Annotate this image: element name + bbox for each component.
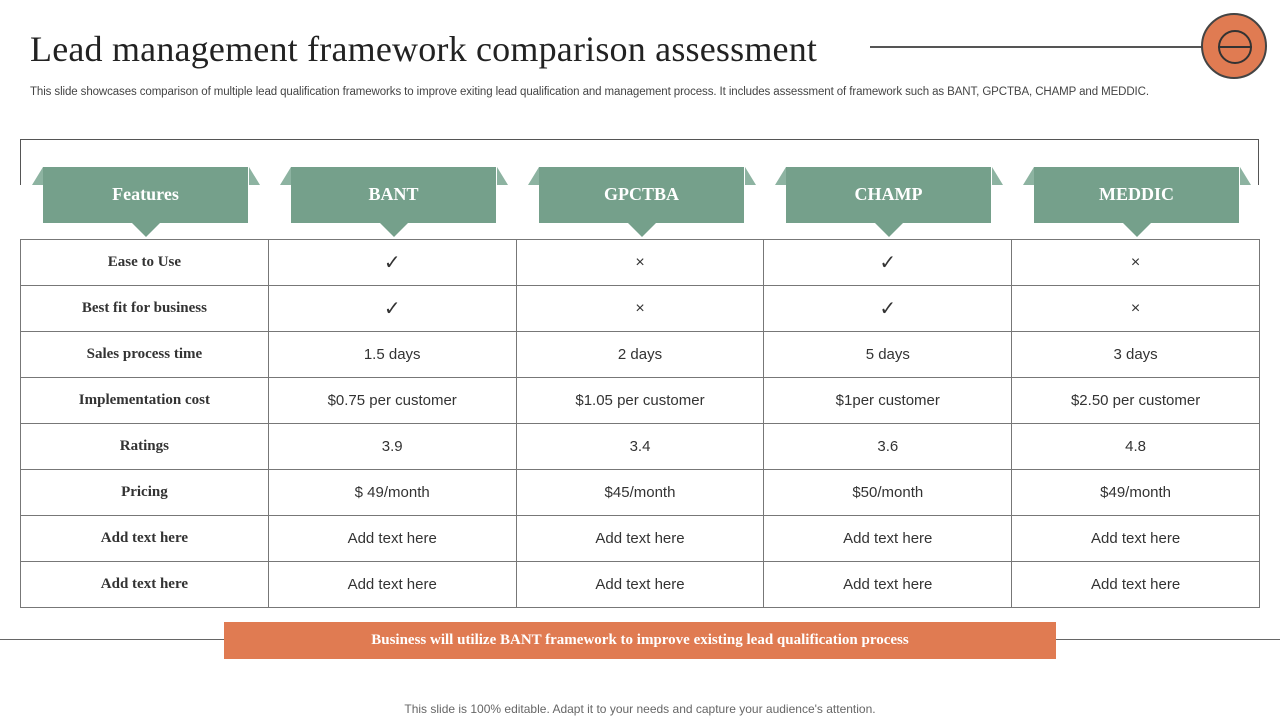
- tab-ear: [992, 167, 1003, 185]
- cell-meddic: $49/month: [1012, 470, 1260, 516]
- table-row: [21, 332, 1260, 378]
- cell-meddic: Add text here: [1012, 516, 1260, 562]
- cell-champ: $1per customer: [764, 378, 1012, 424]
- cell-champ: $50/month: [764, 470, 1012, 516]
- tab-ear: [497, 167, 508, 185]
- tab-pointer: [380, 223, 408, 237]
- cell-bant: Add text here: [268, 516, 516, 562]
- decorative-inner-circle-icon: [1218, 30, 1252, 64]
- cell-meddic: 4.8: [1012, 424, 1260, 470]
- tab-ear: [32, 167, 43, 185]
- cell-bant: [268, 240, 516, 286]
- table-row: [21, 470, 1260, 516]
- cell-meddic: $2.50 per customer: [1012, 378, 1260, 424]
- cell-bant: 1.5 days: [268, 332, 516, 378]
- cell-gpctba: 2 days: [516, 332, 764, 378]
- cell-champ: [764, 240, 1012, 286]
- tab-pointer: [1123, 223, 1151, 237]
- checkmark-icon: ✓: [879, 252, 897, 274]
- tab-ear: [1023, 167, 1034, 185]
- cell-bant: 3.9: [268, 424, 516, 470]
- cell-meddic: [1012, 240, 1260, 286]
- row-label: Ratings: [21, 424, 269, 470]
- cell-gpctba: 3.4: [516, 424, 764, 470]
- row-label: Best fit for business: [21, 286, 269, 332]
- table-row: [21, 516, 1260, 562]
- cell-meddic: 3 days: [1012, 332, 1260, 378]
- row-label: Add text here: [21, 562, 269, 608]
- table-row: [21, 240, 1260, 286]
- column-header: BANT: [368, 184, 419, 204]
- page-title: Lead management framework comparison assessment: [30, 29, 818, 69]
- table-row: [21, 562, 1260, 608]
- row-label: Pricing: [21, 470, 269, 516]
- cell-gpctba: Add text here: [516, 516, 764, 562]
- cross-icon: ×: [635, 299, 645, 317]
- checkmark-icon: ✓: [879, 298, 897, 320]
- tab-ear: [528, 167, 539, 185]
- column-header: MEDDIC: [1099, 184, 1174, 204]
- cell-gpctba: Add text here: [516, 562, 764, 608]
- column-header: Features: [112, 184, 179, 204]
- tab-ear: [280, 167, 291, 185]
- row-label: Implementation cost: [21, 378, 269, 424]
- slide-subtitle: This slide showcases comparison of multiple lead qualification frameworks to improve exiting lead qualification and management process. It includes assessment of framework such as BANT, GPCTBA, CHAMP and MEDDIC.: [30, 86, 1149, 98]
- cross-icon: ×: [1130, 299, 1141, 317]
- cell-gpctba: [516, 240, 764, 286]
- cell-meddic: [1012, 286, 1260, 332]
- cell-champ: 5 days: [764, 332, 1012, 378]
- checkmark-icon: ✓: [383, 252, 401, 274]
- checkmark-icon: ✓: [383, 298, 401, 320]
- cell-bant: $0.75 per customer: [268, 378, 516, 424]
- cell-champ: [764, 286, 1012, 332]
- footer-note: This slide is 100% editable. Adapt it to your needs and capture your audience's attention.: [404, 702, 876, 716]
- cell-gpctba: $1.05 per customer: [516, 378, 764, 424]
- cross-icon: ×: [1130, 253, 1141, 271]
- cell-champ: Add text here: [764, 516, 1012, 562]
- title-rule: [870, 46, 1210, 48]
- cell-bant: Add text here: [268, 562, 516, 608]
- tab-pointer: [875, 223, 903, 237]
- column-header: CHAMP: [854, 184, 923, 204]
- table-row: [21, 424, 1260, 470]
- comparison-table: [20, 239, 1260, 608]
- cell-meddic: Add text here: [1012, 562, 1260, 608]
- tab-ear: [249, 167, 260, 185]
- conclusion-banner: Business will utilize BANT framework to improve existing lead qualification process: [224, 622, 1056, 659]
- row-label: Add text here: [21, 516, 269, 562]
- table-body: [21, 240, 1260, 608]
- tab-ear: [775, 167, 786, 185]
- row-label: Sales process time: [21, 332, 269, 378]
- tab-bant: [280, 167, 508, 237]
- table-row: [21, 286, 1260, 332]
- cell-gpctba: [516, 286, 764, 332]
- cell-bant: [268, 286, 516, 332]
- tab-gpctba: [528, 167, 756, 237]
- row-label: Ease to Use: [21, 240, 269, 286]
- tab-champ: [775, 167, 1003, 237]
- tab-features: [32, 167, 260, 237]
- cell-gpctba: $45/month: [516, 470, 764, 516]
- tab-pointer: [132, 223, 160, 237]
- tab-meddic: [1023, 167, 1251, 237]
- tab-ear: [1240, 167, 1251, 185]
- tab-ear: [745, 167, 756, 185]
- column-header: GPCTBA: [603, 184, 679, 204]
- cross-icon: ×: [635, 253, 645, 271]
- tab-pointer: [628, 223, 656, 237]
- cell-champ: Add text here: [764, 562, 1012, 608]
- cell-bant: $ 49/month: [268, 470, 516, 516]
- table-row: [21, 378, 1260, 424]
- cell-champ: 3.6: [764, 424, 1012, 470]
